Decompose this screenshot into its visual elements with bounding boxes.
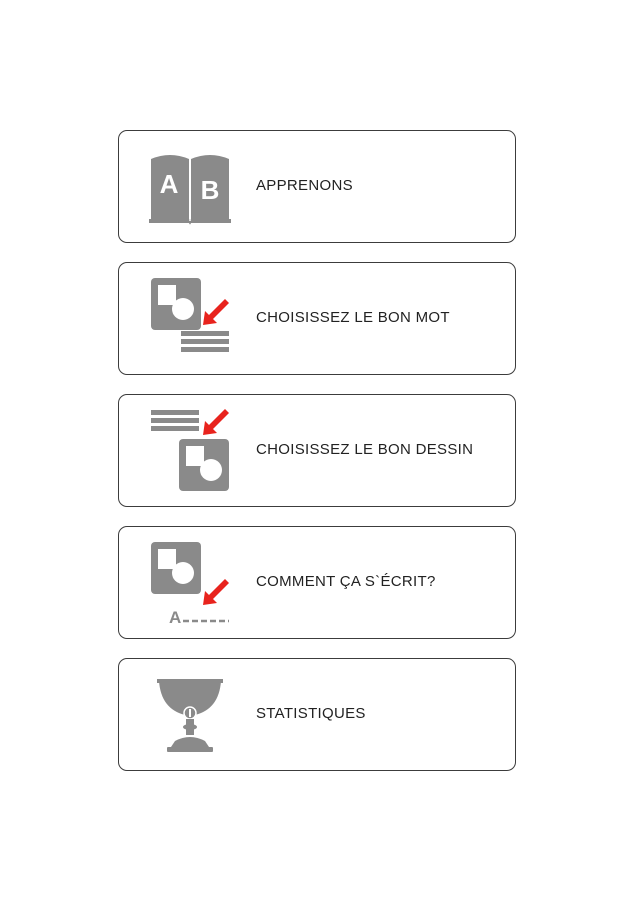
choose-picture-label: CHOISISSEZ LE BON DESSIN: [256, 441, 474, 458]
book-ab-icon: [145, 143, 235, 231]
word-to-image-icon: [145, 407, 235, 495]
main-menu: [118, 130, 516, 790]
spelling-icon: [145, 539, 235, 627]
svg-text:A: A: [169, 608, 182, 627]
choose-word-button[interactable]: [118, 262, 516, 375]
svg-text:A: A: [159, 169, 179, 199]
statistics-button[interactable]: [118, 658, 516, 771]
learn-button[interactable]: [118, 130, 516, 243]
svg-text:B: B: [200, 175, 220, 205]
choose-word-label: CHOISISSEZ LE BON MOT: [256, 309, 450, 326]
statistics-label: STATISTIQUES: [256, 705, 366, 722]
spelling-label: COMMENT ÇA S`ÉCRIT?: [256, 573, 436, 590]
trophy-cup-icon: [145, 671, 235, 759]
image-to-word-icon: [145, 275, 235, 363]
spelling-button[interactable]: [118, 526, 516, 639]
learn-label: APPRENONS: [256, 177, 353, 194]
choose-picture-button[interactable]: [118, 394, 516, 507]
